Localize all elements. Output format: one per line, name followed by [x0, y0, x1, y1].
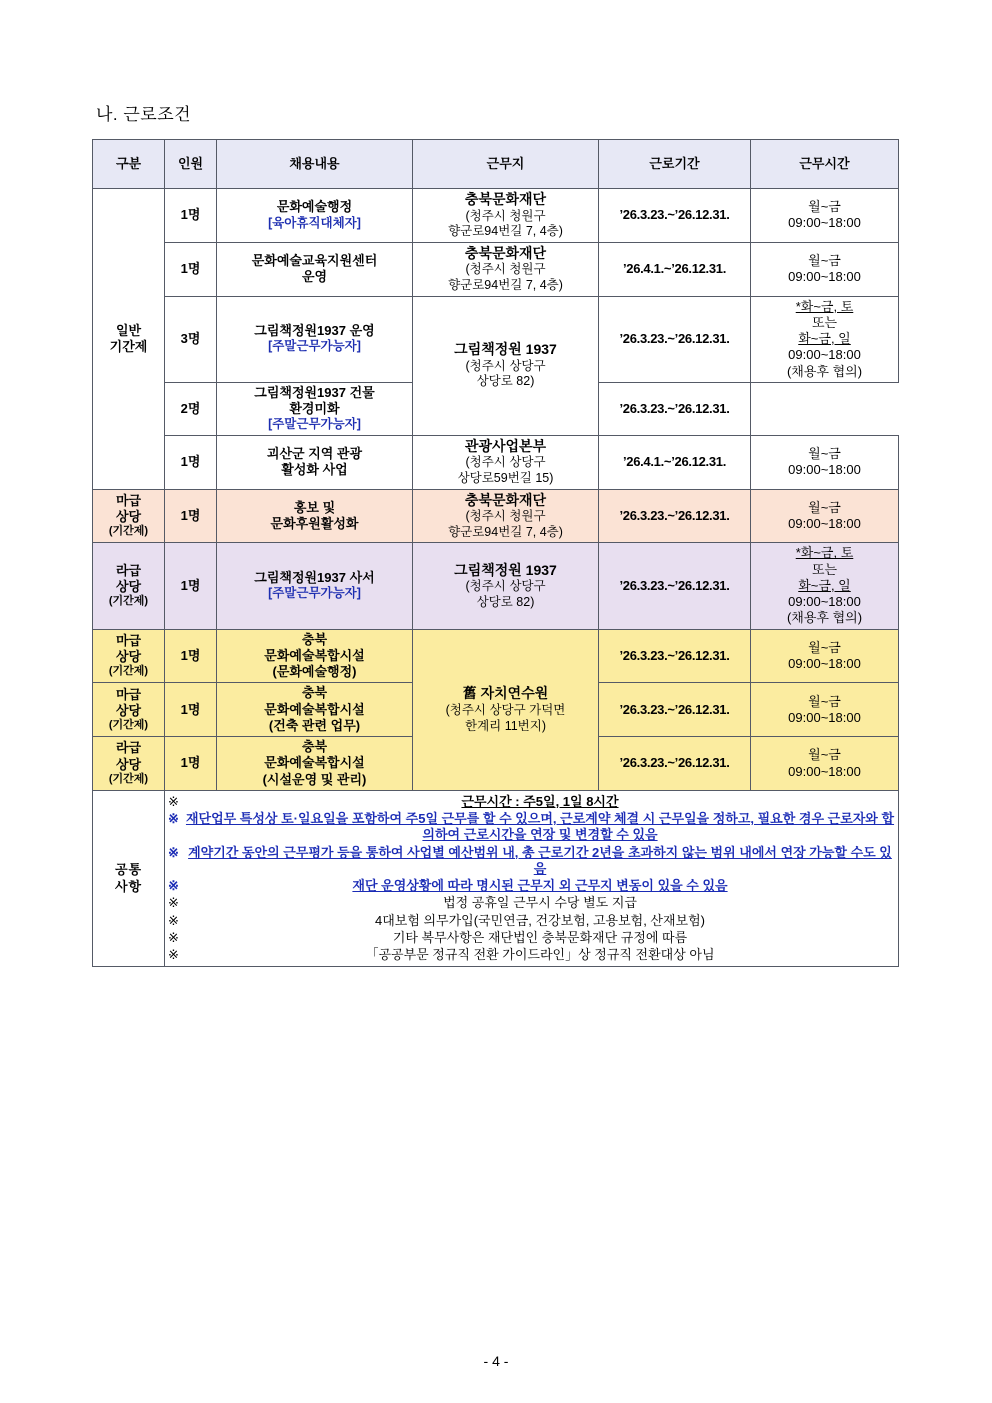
time-line-3: 화~금, 일 [798, 577, 851, 593]
place-address-line1: (청주시 청원구 [465, 262, 546, 277]
common-note-item [168, 794, 895, 810]
common-note-item [168, 845, 895, 878]
time-hours: 09:00~18:00 [788, 462, 861, 478]
table-row [93, 435, 899, 489]
table-row [93, 296, 899, 382]
time-days: 월~금 [808, 747, 841, 763]
place-address-line2: 향군로94번길 7, 4층) [448, 277, 563, 292]
time-line-2: 또는 [811, 314, 838, 330]
bullet-mark: ※ [168, 895, 179, 911]
cell-period: ’26.3.23.~’26.12.31. [599, 296, 751, 382]
common-note-text: 재단 운영상황에 따라 명시된 근무지 외 근무지 변동이 있을 수 있음 [352, 878, 728, 894]
bullet-mark: ※ [168, 912, 179, 928]
time-line-2: 또는 [811, 561, 838, 577]
page-number: - 4 - [483, 1353, 509, 1369]
common-note-item [168, 947, 895, 963]
common-notes-body [165, 790, 899, 967]
cell-gubun-ilban: 일반 기간제 [93, 189, 165, 490]
place-name: 관광사업본부 [464, 437, 547, 454]
cell-inwon: 1명 [165, 683, 217, 737]
time-line-1: *화~금, 토 [795, 298, 854, 314]
time-line-4: 09:00~18:00 [788, 347, 861, 363]
place-name: 충북문화재단 [464, 191, 547, 207]
place-address-line2: 상당로 82) [476, 594, 535, 609]
cell-content: 홍보 및 문화후원활성화 [217, 489, 413, 543]
place-name: 그림책정원 1937 [454, 561, 557, 578]
cell-content [217, 189, 413, 243]
bullet-mark: ※ [168, 793, 179, 809]
table-row [93, 629, 899, 683]
gubun-small: (기간제) [108, 525, 149, 538]
time-days: 월~금 [808, 499, 841, 515]
place-address-line2: 향군로94번길 7, 4층) [448, 224, 563, 239]
content-note: [주말근무가능자] [268, 417, 361, 432]
cell-gubun: 마급 상당 (기간제) [93, 683, 165, 737]
cell-gubun: 라급 상당 (기간제) [93, 737, 165, 791]
place-address-line2: 상당로59번길 15) [457, 471, 554, 485]
place-address-line1: (청주시 청원구 [465, 208, 546, 223]
place-address-line2: 상당로 82) [476, 374, 535, 389]
time-days: 월~금 [808, 252, 841, 268]
place-name: 舊 자치연수원 [462, 685, 549, 702]
time-days: 월~금 [808, 693, 841, 709]
cell-time [751, 629, 899, 683]
table-row [93, 543, 899, 629]
bullet-mark: ※ [168, 811, 179, 827]
common-note-text: 계약기간 동안의 근무평가 등을 통하여 사업별 예산범위 내, 총 근로기간 2년을 초과하지 않는 범위 내에서 연장 가능할 수도 있음 [188, 844, 892, 876]
header-time: 근무시간 [751, 140, 899, 189]
time-days: 월~금 [808, 639, 841, 655]
cell-place [413, 489, 599, 543]
cell-inwon: 1명 [165, 189, 217, 243]
cell-content [217, 296, 413, 382]
common-note-text: 4대보험 의무가입(국민연금, 건강보험, 고용보험, 산재보험) [374, 912, 705, 928]
gubun-small: (기간제) [108, 665, 149, 678]
header-period: 근로기간 [599, 140, 751, 189]
cell-time [751, 435, 899, 489]
bullet-mark: ※ [168, 878, 179, 894]
header-inwon: 인원 [165, 140, 217, 189]
time-days: 월~금 [808, 199, 841, 215]
content-main: 문화예술행정 [276, 199, 353, 215]
cell-gubun: 라급 상당 (기간제) [93, 543, 165, 629]
content-note: [주말근무가능자] [268, 586, 361, 601]
common-note-item [168, 895, 895, 911]
cell-period: ’26.3.23.~’26.12.31. [599, 683, 751, 737]
table-row [93, 242, 899, 296]
content-note: [육아휴직대체자] [268, 215, 361, 230]
cell-inwon: 2명 [165, 382, 217, 435]
cell-time [751, 489, 899, 543]
cell-inwon: 3명 [165, 296, 217, 382]
place-address-line1: (청주시 청원구 [465, 509, 546, 524]
cell-period: ’26.3.23.~’26.12.31. [599, 382, 751, 435]
cell-content: 충북 문화예술복합시설 (문화예술행정) [217, 629, 413, 683]
cell-gubun: 마급 상당 (기간제) [93, 489, 165, 543]
table-row [93, 489, 899, 543]
place-address-line2: 한계리 11번지) [465, 718, 546, 733]
time-days: 월~금 [808, 446, 841, 461]
time-hours: 09:00~18:00 [788, 709, 861, 725]
cell-place [413, 242, 599, 296]
common-note-item [168, 930, 895, 946]
gubun-small: (기간제) [108, 772, 149, 785]
cell-content [217, 543, 413, 629]
common-note-text: 「공공부문 정규직 전환 가이드라인」상 정규직 전환대상 아님 [365, 947, 715, 963]
common-note-item [168, 878, 895, 894]
cell-content: 그림책정원1937 건물 환경미화 [주말근무가능자] [217, 382, 413, 435]
common-note-text: 법정 공휴일 근무시 수당 별도 지급 [443, 895, 637, 911]
table-row [93, 189, 899, 243]
cell-time [751, 737, 899, 791]
time-hours: 09:00~18:00 [788, 215, 861, 231]
header-content: 채용내용 [217, 140, 413, 189]
content-main: 그림책정원1937 운영 [254, 323, 375, 339]
common-notes-label [93, 790, 165, 967]
time-line-3: 화~금, 일 [798, 331, 851, 346]
common-note-text: 기타 복무사항은 재단법인 충북문화재단 규정에 따름 [392, 929, 688, 945]
header-gubun: 구분 [93, 140, 165, 189]
common-note-item [168, 913, 895, 929]
place-address-line1: (청주시 상당구 [465, 455, 546, 470]
cell-inwon: 1명 [165, 737, 217, 791]
common-note-text: 근무시간 : 주5일, 1일 8시간 [461, 793, 619, 809]
cell-gubun: 마급 상당 (기간제) [93, 629, 165, 683]
place-address-line1: (청주시 상당구 [465, 358, 546, 373]
bullet-mark: ※ [168, 844, 179, 860]
common-label-line1: 공통 [114, 862, 143, 878]
place-address-line1: (청주시 상당구 가덕면 [445, 702, 566, 717]
cell-period: ’26.3.23.~’26.12.31. [599, 489, 751, 543]
place-name: 그림책정원 1937 [454, 341, 557, 358]
common-note-text: 재단업무 특성상 토·일요일을 포함하여 주5일 근무를 할 수 있으며, 근로계약 체결 시 근무일을 정하고, 필요한 경우 근로자와 합의하여 근로시간을 연장 및 변경할 수 있음 [185, 811, 895, 843]
cell-time [751, 683, 899, 737]
content-main: 그림책정원1937 사서 [254, 570, 375, 586]
cell-period: ’26.3.23.~’26.12.31. [599, 543, 751, 629]
time-line-5: (채용후 협의) [786, 610, 863, 626]
cell-period: ’26.4.1.~’26.12.31. [599, 242, 751, 296]
cell-content: 충북 문화예술복합시설 (건축 관련 업무) [217, 683, 413, 737]
time-hours: 09:00~18:00 [788, 763, 861, 779]
header-place: 근무지 [413, 140, 599, 189]
time-hours: 09:00~18:00 [788, 656, 861, 671]
cell-time [751, 296, 899, 382]
cell-inwon: 1명 [165, 543, 217, 629]
section-title: 나. 근로조건 [96, 105, 192, 124]
time-hours: 09:00~18:00 [788, 516, 861, 531]
cell-place [413, 629, 599, 790]
cell-content: 충북 문화예술복합시설 (시설운영 및 관리) [217, 737, 413, 791]
common-label-line2: 사항 [114, 878, 143, 894]
content-note: [주말근무가능자] [268, 339, 361, 354]
cell-time [751, 189, 899, 243]
cell-content: 괴산군 지역 관광 활성화 사업 [217, 435, 413, 489]
cell-inwon: 1명 [165, 489, 217, 543]
cell-inwon: 1명 [165, 629, 217, 683]
place-address-line2: 향군로94번길 7, 4층) [448, 524, 563, 539]
cell-time [751, 543, 899, 629]
cell-inwon: 1명 [165, 242, 217, 296]
table-header-row [93, 140, 899, 189]
bullet-mark: ※ [168, 929, 179, 945]
cell-place [413, 543, 599, 629]
time-line-4: 09:00~18:00 [788, 594, 861, 610]
cell-place [413, 435, 599, 489]
cell-place [413, 189, 599, 243]
common-notes-row [93, 790, 899, 967]
time-hours: 09:00~18:00 [788, 269, 861, 285]
cell-time [751, 242, 899, 296]
time-line-5: (채용후 협의) [786, 363, 863, 379]
cell-period: ’26.4.1.~’26.12.31. [599, 435, 751, 489]
gubun-small: (기간제) [108, 595, 149, 608]
time-line-1: *화~금, 토 [795, 545, 854, 561]
cell-inwon: 1명 [165, 435, 217, 489]
common-note-item [168, 811, 895, 844]
place-name: 충북문화재단 [464, 244, 547, 261]
cell-period: ’26.3.23.~’26.12.31. [599, 629, 751, 683]
cell-period: ’26.3.23.~’26.12.31. [599, 189, 751, 243]
gubun-small: (기간제) [108, 719, 149, 732]
place-name: 충북문화재단 [464, 491, 547, 508]
bullet-mark: ※ [168, 947, 179, 963]
working-conditions-table [92, 139, 899, 967]
cell-period: ’26.3.23.~’26.12.31. [599, 737, 751, 791]
place-address-line1: (청주시 상당구 [465, 579, 546, 594]
cell-content: 문화예술교육지원센터 운영 [217, 242, 413, 296]
cell-place [413, 296, 599, 435]
